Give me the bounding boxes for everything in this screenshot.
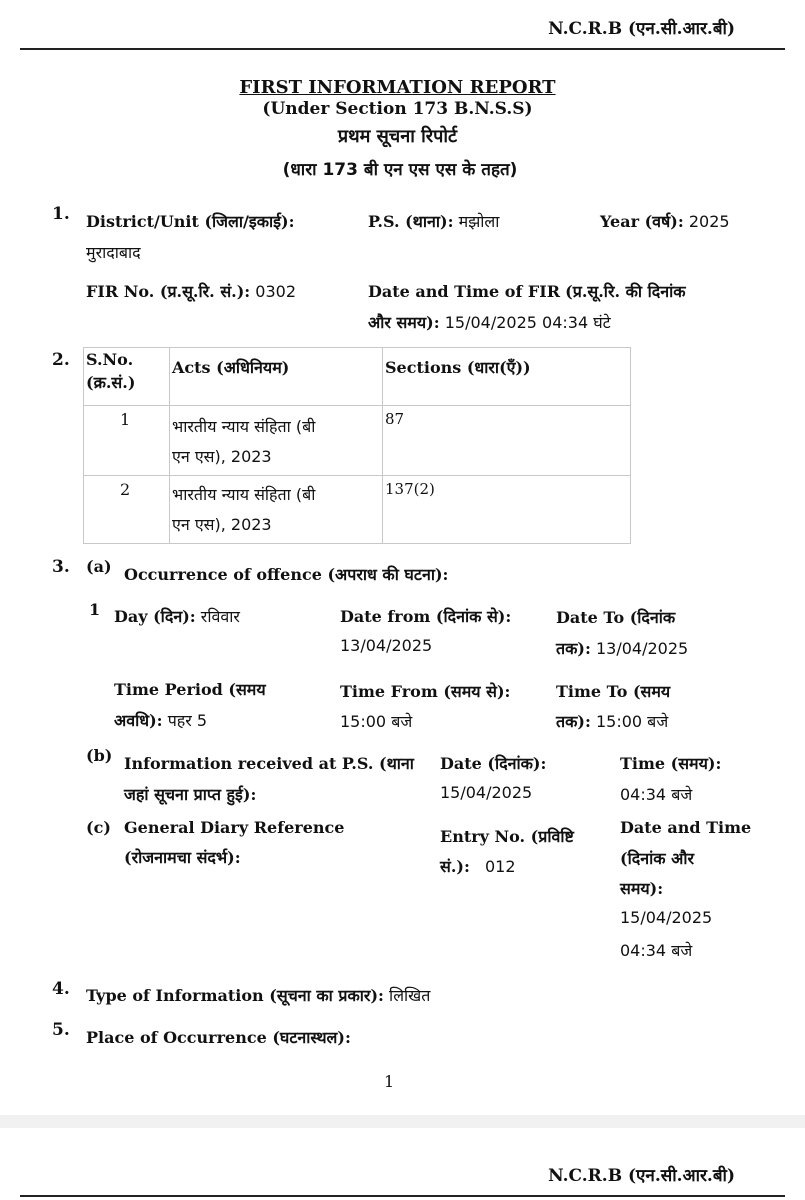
- ncrb-header: N.C.R.B (एन.सी.आर.बी): [548, 1166, 735, 1186]
- date-from-value: 13/04/2025: [340, 636, 433, 655]
- section-number: 3.: [52, 557, 70, 577]
- entry-no-label-2: सं.):: [440, 857, 470, 876]
- entry-no-field: [440, 855, 516, 877]
- info-date-value: 15/04/2025: [440, 783, 533, 802]
- time-to-field: [556, 710, 668, 732]
- section-number: 1.: [52, 204, 70, 224]
- page-number: 1: [384, 1072, 395, 1091]
- time-to-label-2: तक):: [556, 712, 591, 731]
- table-cell-sno: [84, 476, 170, 544]
- info-time-value: 04:34 बजे: [620, 785, 693, 804]
- acts-header-text: Acts (अधिनियम): [172, 358, 290, 377]
- district-value: मुरादाबाद: [86, 243, 141, 262]
- time-to-value: 15:00 बजे: [595, 712, 669, 731]
- gd-datetime-label-2: (दिनांक और: [620, 849, 695, 868]
- gd-datetime-label-3: समय):: [620, 879, 664, 898]
- row-act-line1: भारतीय न्याय संहिता (बी: [172, 485, 316, 504]
- sub-label-a: (a): [86, 557, 112, 576]
- acts-header: [170, 348, 383, 406]
- table-cell-sno: [84, 406, 170, 476]
- page-separator: [0, 1115, 805, 1128]
- sub-label-c: (c): [86, 818, 111, 837]
- info-date-label: Date (दिनांक):: [440, 754, 547, 773]
- fir-number-value: 0302: [255, 282, 297, 301]
- report-subtitle: (Under Section 173 B.N.S.S): [262, 99, 533, 119]
- fir-page-2: [0, 1128, 805, 1200]
- year-field: [600, 210, 730, 232]
- gd-datetime-label: Date and Time: [620, 818, 752, 837]
- info-received-title: Information received at P.S. (थाना: [124, 754, 414, 773]
- gd-datetime-value-2: 04:34 बजे: [620, 941, 693, 960]
- sno-header-en: S.No.: [86, 350, 134, 369]
- entry-no-label: Entry No. (प्रविष्टि: [440, 827, 574, 846]
- row-act-line1: भारतीय न्याय संहिता (बी: [172, 417, 316, 436]
- time-from-value: 15:00 बजे: [340, 712, 413, 731]
- report-title-hindi: प्रथम सूचना रिपोर्ट: [337, 126, 458, 147]
- occurrence-item-number: 1: [89, 600, 101, 619]
- row-section: 137(2): [385, 480, 435, 498]
- gd-reference-title-2: (रोजनामचा संदर्भ):: [124, 848, 241, 867]
- fir-datetime-value: 15/04/2025 04:34 घंटे: [444, 313, 611, 332]
- place-of-occurrence-label: Place of Occurrence (घटनास्थल):: [86, 1028, 351, 1047]
- sections-header-text: Sections (धारा(एँ)): [385, 358, 531, 377]
- time-period-label: Time Period (समय: [114, 680, 266, 699]
- date-to-value: 13/04/2025: [595, 639, 689, 658]
- ps-field: [368, 210, 499, 232]
- ncrb-header: N.C.R.B (एन.सी.आर.बी): [548, 19, 735, 39]
- row-sno: 1: [120, 410, 131, 429]
- info-time-label: Time (समय):: [620, 754, 722, 773]
- gd-datetime-value: 15/04/2025: [620, 908, 713, 927]
- time-period-field: [114, 709, 207, 731]
- row-act-line2: एन एस), 2023: [172, 447, 272, 466]
- table-cell-act: [170, 406, 383, 476]
- header-rule: [20, 1195, 785, 1197]
- fir-datetime-label-hindi: (प्र.सू.रि. की दिनांक: [565, 282, 686, 301]
- fir-number-label: FIR No. (प्र.सू.रि. सं.):: [86, 282, 251, 301]
- date-to-label-2: तक):: [556, 639, 591, 658]
- district-label: District/Unit (जिला/इकाई):: [86, 212, 295, 231]
- time-from-label: Time From (समय से):: [340, 682, 511, 701]
- year-value: 2025: [688, 212, 730, 231]
- date-to-label: Date To (दिनांक: [556, 608, 676, 627]
- info-type-value: लिखित: [389, 986, 431, 1005]
- table-cell-section: [383, 406, 631, 476]
- entry-no-value: 012: [484, 857, 516, 876]
- report-subtitle-hindi: (धारा 173 बी एन एस एस के तहत): [282, 160, 518, 180]
- table-header-row: [84, 348, 631, 406]
- date-from-label: Date from (दिनांक से):: [340, 607, 512, 626]
- sno-header-hi: (क्र.सं.): [86, 373, 136, 392]
- fir-number-field: [86, 280, 296, 302]
- year-label: Year (वर्ष):: [600, 212, 684, 231]
- section-number: 5.: [52, 1020, 70, 1040]
- ps-value: मझोला: [458, 212, 500, 231]
- date-to-field: [556, 637, 688, 659]
- time-period-label-2: अवधि):: [114, 711, 163, 730]
- occurrence-title: Occurrence of offence (अपराध की घटना):: [124, 565, 449, 584]
- section-number: 2.: [52, 350, 70, 370]
- fir-datetime-line2: [368, 311, 611, 333]
- table-cell-section: [383, 476, 631, 544]
- sno-header: [84, 348, 170, 406]
- gd-reference-title: General Diary Reference: [124, 818, 345, 837]
- acts-table: [83, 347, 631, 544]
- row-sno: 2: [120, 480, 131, 499]
- info-received-title-2: जहां सूचना प्राप्त हुई):: [124, 785, 257, 804]
- time-period-value: पहर 5: [167, 711, 208, 730]
- sections-header: [383, 348, 631, 406]
- report-title: FIRST INFORMATION REPORT: [239, 77, 556, 98]
- day-field: [114, 605, 240, 627]
- sub-label-b: (b): [86, 746, 113, 765]
- row-act-line2: एन एस), 2023: [172, 515, 272, 534]
- fir-datetime-label: Date and Time of FIR: [368, 282, 561, 301]
- fir-datetime-label-line1: [368, 280, 686, 302]
- fir-datetime-label-hindi-2: और समय):: [368, 313, 440, 332]
- header-rule: [20, 48, 785, 50]
- table-row: [84, 406, 631, 476]
- ps-label: P.S. (थाना):: [368, 212, 454, 231]
- time-to-label: Time To (समय: [556, 682, 671, 701]
- day-label: Day (दिन):: [114, 607, 196, 626]
- info-type-field: [86, 984, 430, 1006]
- table-cell-act: [170, 476, 383, 544]
- day-value: रविवार: [200, 607, 240, 626]
- info-type-label: Type of Information (सूचना का प्रकार):: [86, 986, 384, 1005]
- table-row: [84, 476, 631, 544]
- section-number: 4.: [52, 979, 70, 999]
- row-section: 87: [385, 410, 405, 428]
